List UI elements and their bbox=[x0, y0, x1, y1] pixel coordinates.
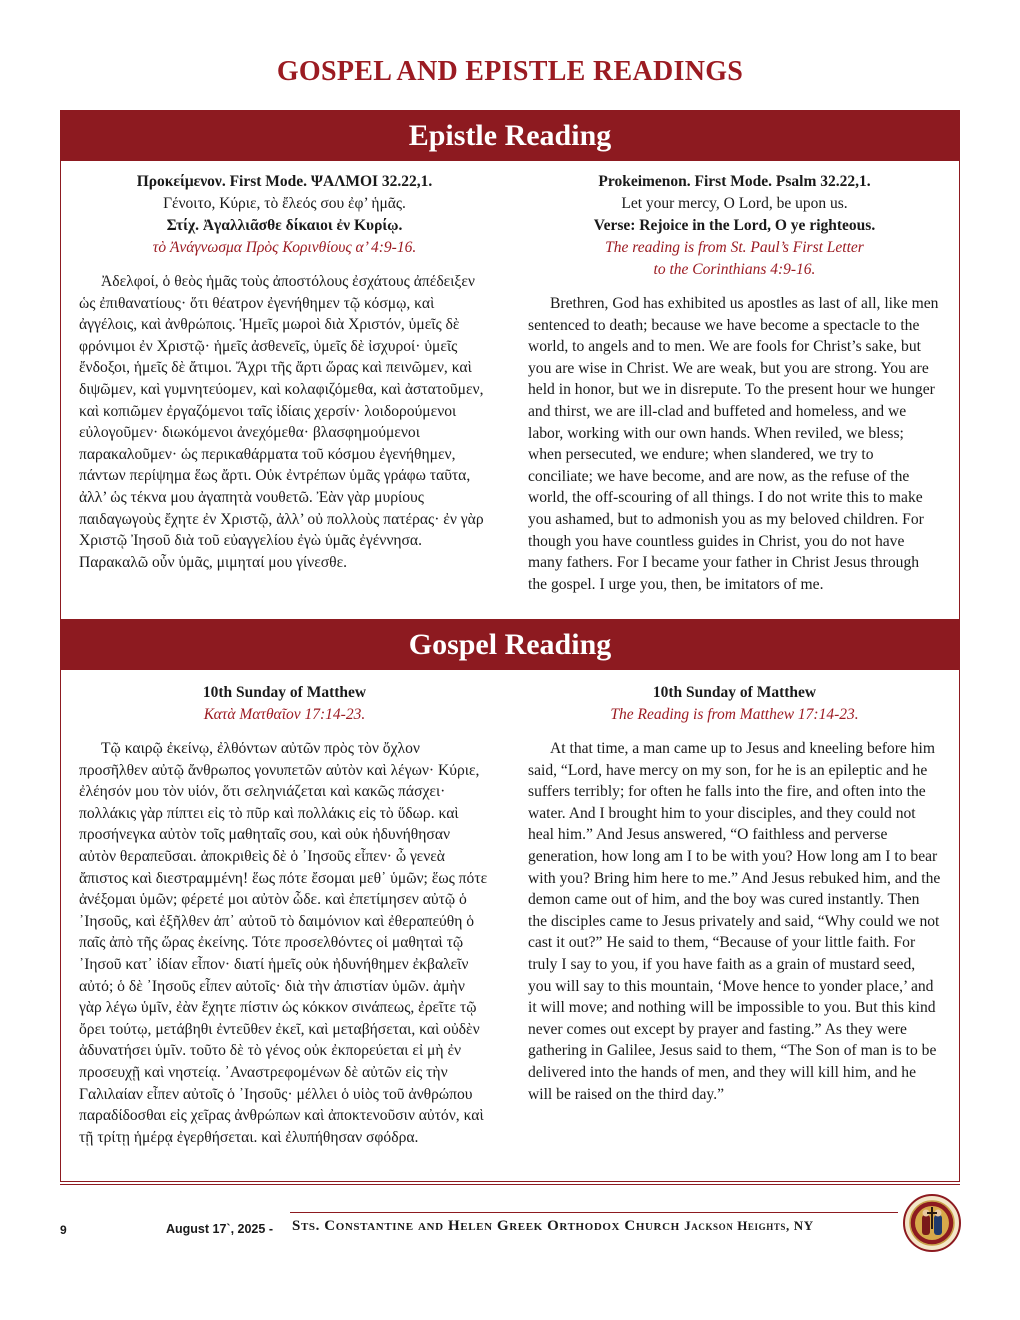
gospel-greek-reference: Κατὰ Ματθαῖον 17:14-23. bbox=[203, 706, 366, 723]
epistle-english-verse: Verse: Rejoice in the Lord, O ye righteous. bbox=[593, 217, 876, 234]
epistle-banner: Epistle Reading bbox=[61, 111, 959, 161]
epistle-english-prokeimenon-text: Let your mercy, O Lord, be upon us. bbox=[621, 195, 848, 212]
epistle-greek-verse: Στίχ. Ἀγαλλιᾶσθε δίκαιοι ἐν Κυρίῳ. bbox=[166, 217, 403, 234]
gospel-greek-sunday: 10th Sunday of Matthew bbox=[202, 684, 367, 701]
gospel-greek-text: Τῷ καιρῷ ἐκείνῳ, ἐλθόντων αὐτῶν πρὸς τὸν ὄχλον προσῆλθεν αὐτῷ ἄνθρωπος γονυπετῶν αὐτὸν καὶ λέγων· Κύριε, ἐλέησόν μου τὸν υἱόν, ὅτι σεληνιάζεται καὶ κακῶς πάσχει· πολλάκις γὰρ πίπτει εἰς τὸ πῦρ καὶ πολλάκις εἰς τὸ ὕδωρ. καὶ προσήνεγκα αὐτὸν τοῖς μαθηταῖς σου, καὶ οὐκ ἠδυνήθησαν αὐτὸν θεραπεῦσαι. ἀποκριθεὶς δὲ ὁ ᾿Ιησοῦς εἶπεν· ὦ γενεὰ ἄπιστος καὶ διεστραμμένη! ἕως πότε ἔσομαι μεθ᾿ ὑμῶν; ἕως πότε ἀνέξομαι ὑμῶν; φέρετέ μοι αὐτὸν ὧδε. καὶ ἐπετίμησεν αὐτῷ ὁ ᾿Ιησοῦς, καὶ ἐξῆλθεν ἀπ᾿ αὐτοῦ τὸ δαιμόνιον καὶ ἐθεραπεύθη ὁ παῖς ἀπὸ τῆς ὥρας ἐκείνης. Τότε προσελθόντες οἱ μαθηταὶ τῷ ᾿Ιησοῦ κατ᾿ ἰδίαν εἶπον· διατί ἡμεῖς οὐκ ἠδυνήθημεν ἐκβαλεῖν αὐτό; ὁ δὲ ᾿Ιησοῦς εἶπεν αὐτοῖς· διὰ τὴν ἀπιστίαν ὑμῶν. ἀμὴν γὰρ λέγω ὑμῖν, ἐὰν ἔχητε πίστιν ὡς κόκκον σινάπεως, ἐρεῖτε τῷ ὄρει τούτῳ, μετάβηθι ἐντεῦθεν ἐκεῖ, καὶ μεταβήσεται, καὶ οὐδὲν ἀδυνατήσει ὑμῖν. τοῦτο δὲ τὸ γένος οὐκ ἐκπορεύεται εἰ μὴ ἐν προσευχῇ καὶ νηστείᾳ. ᾿Αναστρεφομένων δὲ αὐτῶν εἰς τὴν Γαλιλαίαν εἶπεν αὐτοῖς ὁ ᾿Ιησοῦς· μέλλει ὁ υἱὸς τοῦ ἀνθρώπου παραδίδοσθαι εἰς χεῖρας ἀνθρώπων καὶ ἀποκτενοῦσιν αὐτόν, καὶ τῇ τρίτῃ ἡμέρᾳ ἐγερθήσεται. καὶ ἐλυπήθησαν σφόδρα. bbox=[79, 740, 488, 1146]
gospel-english-reference: The Reading is from Matthew 17:14-23. bbox=[610, 706, 859, 723]
epistle-english-reference-1: The reading is from St. Paul’s First Letter bbox=[605, 239, 864, 256]
footer-church bbox=[292, 1218, 814, 1235]
page-number: 9 bbox=[60, 1223, 67, 1237]
epistle-greek-column bbox=[79, 171, 510, 595]
gospel-greek-column bbox=[79, 682, 510, 1148]
page-title: GOSPEL AND EPISTLE READINGS bbox=[276, 56, 744, 87]
epistle-section bbox=[60, 110, 960, 620]
gospel-english-sunday: 10th Sunday of Matthew bbox=[652, 684, 817, 701]
footer-church-location: Jackson Heights, NY bbox=[684, 1218, 814, 1233]
epistle-english-reference-2: to the Corinthians 4:9-16. bbox=[653, 261, 816, 278]
epistle-english-column bbox=[510, 171, 941, 595]
gospel-english-text: At that time, a man came up to Jesus and kneeling before him said, “Lord, have mercy on my son, for he is an epileptic and he suffers terribly; for often he falls into the fire, and often into the water. And I brought him to your disciples, and they could not heal him.” And Jesus answered, “O faithless and perverse generation, how long am I to be with you? How long am I to bear with you? Bring him here to me.” And Jesus rebuked him, and the demon came out of him, and the boy was cured instantly. Then the disciples came to Jesus privately and said, “Why could we not cast it out?” He said to them, “Because of your little faith. For truly I say to you, if you have faith as a grain of mustard seed, you will say to this mountain, ‘Move hence to yonder place,’ and it will move; and nothing will be impossible to you. But this kind never comes out except by prayer and fasting.” As they were gathering in Galilee, Jesus said to them, “The Son of man is to be delivered into the hands of men, and they will kill him, and he will be raised on the third day.” bbox=[528, 740, 941, 1103]
epistle-greek-reference: τὸ Ἀνάγνωσμα Πρὸς Κορινθίους α’ 4:9-16. bbox=[152, 239, 417, 256]
footer-divider bbox=[60, 1184, 960, 1185]
epistle-english-prokeimenon: Prokeimenon. First Mode. Psalm 32.22,1. bbox=[598, 173, 871, 190]
footer-underline bbox=[290, 1212, 898, 1213]
footer-church-name: Sts. Constantine and Helen Greek Orthodox Church bbox=[292, 1218, 680, 1234]
epistle-greek-prokeimenon: Προκείμενον. First Mode. ΨΑΛΜΟΙ 32.22,1. bbox=[136, 173, 433, 190]
gospel-section bbox=[60, 620, 960, 1182]
epistle-english-text: Brethren, God has exhibited us apostles as last of all, like men sentenced to death; because we have become a spectacle to the world, to angels and to men. We are fools for Christ’s sake, but you are wise in Christ. We are weak, but you are strong. You are held in honor, but we in disrepute. To the present hour we hunger and thirst, we are ill-clad and buffeted and homeless, and we labor, working with our own hands. When reviled, we bless; when persecuted, we endure; when slandered, we try to conciliate; we have become, and are now, as the refuse of the world, the off-scouring of all things. I do not write this to make you ashamed, but to admonish you as my beloved children. For though you have countless guides in Christ, you do not have many fathers. For I became your father in Christ Jesus through the gospel. I urge you, then, be imitators of me. bbox=[528, 295, 939, 593]
epistle-greek-text: Ἀδελφοί, ὁ θεὸς ἡμᾶς τοὺς ἀποστόλους ἐσχάτους ἀπέδειξεν ὡς ἐπιθανατίους· ὅτι θέατρον ἐγενήθημεν τῷ κόσμῳ, καὶ ἀγγέλοις, καὶ ἀνθρώποις. Ἡμεῖς μωροὶ διὰ Χριστόν, ὑμεῖς δὲ φρόνιμοι ἐν Χριστῷ· ἡμεῖς ἀσθενεῖς, ὑμεῖς δὲ ἰσχυροί· ὑμεῖς ἔνδοξοι, ἡμεῖς δὲ ἄτιμοι. Ἄχρι τῆς ἄρτι ὥρας καὶ πεινῶμεν, καὶ διψῶμεν, καὶ γυμνητεύομεν, καὶ κολαφιζόμεθα, καὶ ἀστατοῦμεν, καὶ κοπιῶμεν ἐργαζόμενοι ταῖς ἰδίαις χερσίν· λοιδορούμενοι εὐλογοῦμεν· διωκόμενοι ἀνεχόμεθα· βλασφημούμενοι παρακαλοῦμεν· ὡς περικαθάρματα τοῦ κόσμου ἐγενήθημεν, πάντων περίψημα ἕως ἄρτι. Οὐκ ἐντρέπων ὑμᾶς γράφω ταῦτα, ἀλλ’ ὡς τέκνα μου ἀγαπητὰ νουθετῶ. Ἐὰν γὰρ μυρίους παιδαγωγοὺς ἔχητε ἐν Χριστῷ, ἀλλ’ οὐ πολλοὺς πατέρας· ἐν γὰρ Χριστῷ Ἰησοῦ διὰ τοῦ εὐαγγελίου ἐγὼ ὑμᾶς ἐγέννησα. Παρακαλῶ οὖν ὑμᾶς, μιμηταί μου γίνεσθε. bbox=[79, 273, 484, 571]
gospel-banner: Gospel Reading bbox=[61, 620, 959, 670]
gospel-english-column bbox=[510, 682, 941, 1148]
footer-date: August 17`, 2025 - bbox=[166, 1222, 273, 1236]
church-seal-icon bbox=[902, 1193, 962, 1253]
epistle-greek-prokeimenon-text: Γένοιτο, Κύριε, τὸ ἔλεός σου ἐφ’ ἡμᾶς. bbox=[163, 195, 406, 212]
